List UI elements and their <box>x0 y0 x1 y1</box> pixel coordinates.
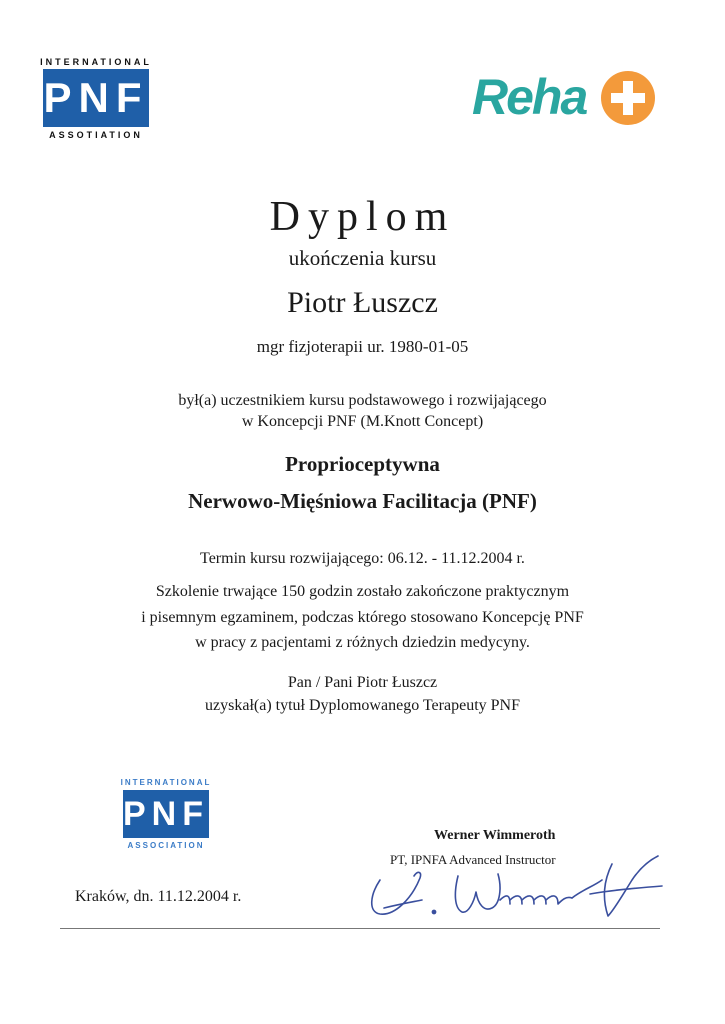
handwritten-signature <box>350 850 670 930</box>
logo-caption-bottom: ASSOCIATION <box>127 841 205 850</box>
course-name-line-1: Proprioceptywna <box>285 452 440 476</box>
reha-logo-text: Reha <box>472 69 587 125</box>
pnf-association-logo-top <box>40 57 152 140</box>
place-date: Kraków, dn. 11.12.2004 r. <box>75 888 242 905</box>
course-name-line-2: Nerwowo-Mięśniowa Facilitacja (PNF) <box>188 489 537 513</box>
diploma-title: Dyplom <box>269 194 456 240</box>
instructor-title: PT, IPNFA Advanced Instructor <box>390 852 556 867</box>
description-line-3: w pracy z pacjentami z różnych dziedzin medycyny. <box>195 634 530 651</box>
reha-plus-logo <box>470 66 660 128</box>
participation-line-1: był(a) uczestnikiem kursu podstawowego i rozwijającego <box>178 392 547 409</box>
logo-mark: PNF <box>123 790 209 838</box>
holder-line: Pan / Pani Piotr Łuszcz <box>287 674 438 691</box>
recipient-credentials: mgr fizjoterapii ur. 1980-01-05 <box>256 337 469 356</box>
description-line-1: Szkolenie trwające 150 godzin zostało zakończone praktycznym <box>155 583 570 600</box>
recipient-name: Piotr Łuszcz <box>287 286 438 319</box>
logo-mark: PNF <box>43 69 149 127</box>
diploma-subtitle: ukończenia kursu <box>288 246 437 270</box>
description-line-2: i pisemnym egzaminem, podczas którego stosowano Koncepcję PNF <box>141 609 584 626</box>
logo-caption-bottom: ASSOTIATION <box>49 130 143 140</box>
pnf-association-logo-bottom <box>118 778 214 850</box>
participation-line-2: w Koncepcji PNF (M.Knott Concept) <box>241 413 484 430</box>
instructor-name: Werner Wimmeroth <box>434 828 556 843</box>
plus-icon-v <box>623 81 633 115</box>
title-awarded-line: uzyskał(a) tytuł Dyplomowanego Terapeuty PNF <box>205 697 520 714</box>
logo-caption-top: INTERNATIONAL <box>120 778 212 787</box>
signature-divider <box>60 928 660 929</box>
logo-caption-top: INTERNATIONAL <box>40 57 152 67</box>
course-term: Termin kursu rozwijającego: 06.12. - 11.12.2004 r. <box>200 550 525 567</box>
